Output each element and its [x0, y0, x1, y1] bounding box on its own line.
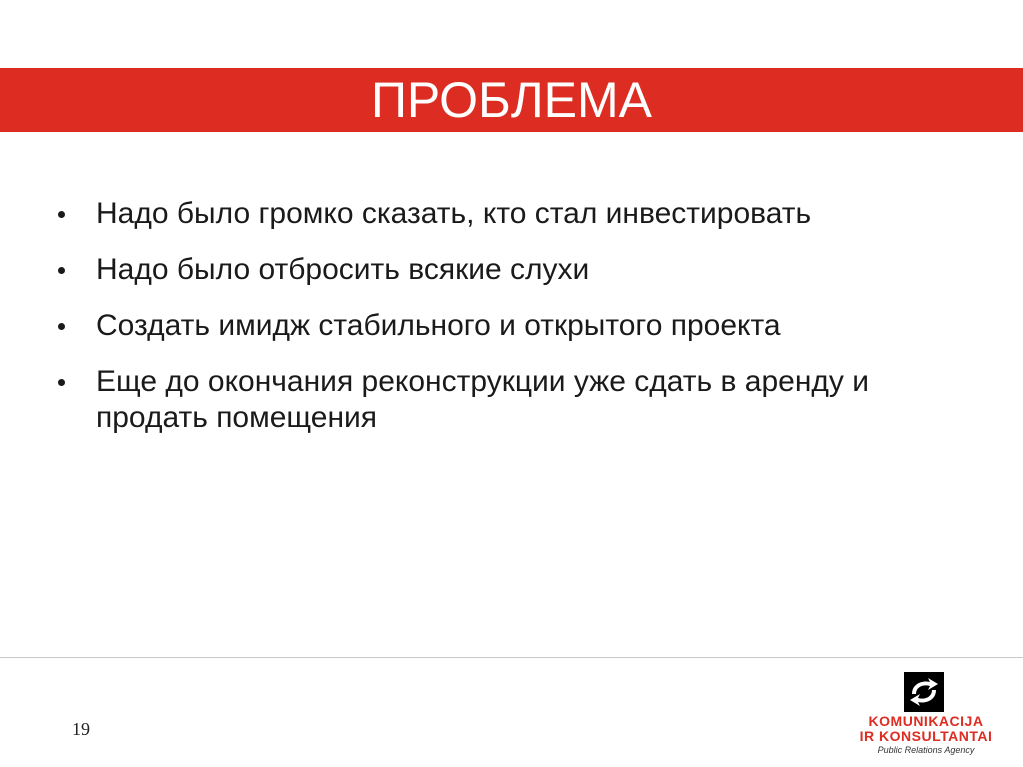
bullet-list: [58, 196, 988, 456]
page-number: 19: [72, 719, 90, 739]
slide-title: ПРОБЛЕМА: [370, 72, 653, 128]
bullet-text: Еще до окончания реконструкции уже сдать в аренду и продать помещения: [96, 365, 869, 434]
bullet-item: [58, 252, 988, 288]
company-logo: [836, 672, 1016, 762]
bullet-dot-icon: [58, 379, 65, 386]
bullet-text: Создать имидж стабильного и открытого проекта: [96, 309, 781, 342]
bullet-dot-icon: [58, 211, 65, 218]
bullet-dot-icon: [58, 267, 65, 274]
logo-line-1: KOMUNIKACIJA: [868, 713, 984, 729]
bullet-dot-icon: [58, 323, 65, 330]
logo-tagline: Public Relations Agency: [877, 745, 975, 755]
bullet-item: [58, 196, 988, 232]
footer-divider: [0, 657, 1023, 658]
bullet-text: Надо было громко сказать, кто стал инвестировать: [96, 197, 812, 230]
logo-emblem-icon: [904, 672, 944, 712]
bullet-text: Надо было отбросить всякие слухи: [96, 253, 590, 286]
logo-line-2: IR KONSULTANTAI: [859, 728, 993, 744]
bullet-item: [58, 364, 988, 436]
title-banner: [0, 68, 1023, 132]
bullet-item: [58, 308, 988, 344]
